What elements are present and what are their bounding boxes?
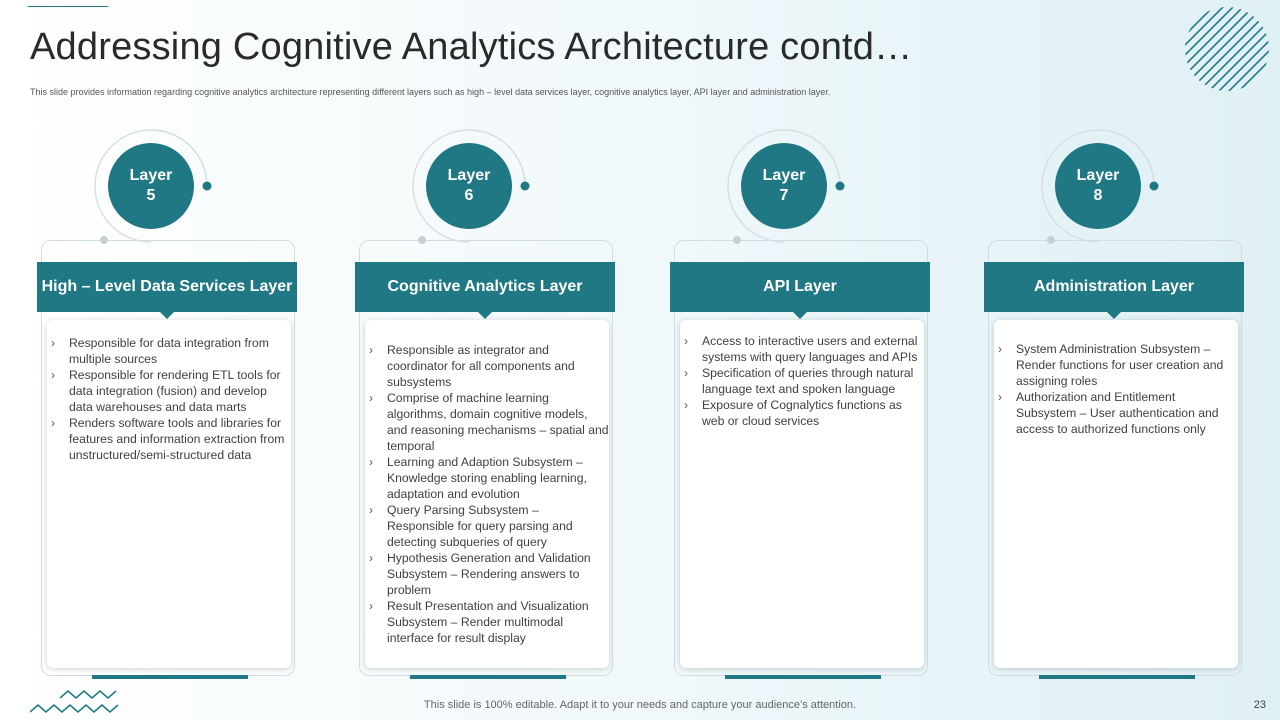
- connector-dot-icon: [99, 235, 109, 245]
- top-accent-rule: [28, 0, 108, 7]
- bullet-item: › Query Parsing Subsystem – Responsible for query parsing and detecting subqueries of query: [365, 502, 609, 550]
- card-bottom-bar: [410, 675, 566, 679]
- layer-label: Layer: [762, 167, 806, 184]
- layer-heading: Administration Layer: [984, 262, 1244, 312]
- layer-label: Layer: [1076, 167, 1120, 184]
- bullet-item: › Responsible for rendering ETL tools for data integration (fusion) and develop data warehouses and data marts: [47, 367, 291, 415]
- layer-badge: [108, 143, 194, 229]
- layer-heading: API Layer: [670, 262, 930, 312]
- layer-heading: Cognitive Analytics Layer: [355, 262, 615, 312]
- layer-number: 7: [779, 187, 789, 204]
- hatched-circle-icon: [1184, 6, 1270, 92]
- bullet-item: › Result Presentation and Visualization Subsystem – Render multimodal interface for result display: [365, 598, 609, 646]
- layer-badge: [1055, 143, 1141, 229]
- bullet-item: › Specification of queries through natural language text and spoken language: [680, 365, 924, 397]
- layer-number: 5: [146, 187, 156, 204]
- card-bottom-bar: [1039, 675, 1195, 679]
- bullet-item: › Responsible for data integration from multiple sources: [47, 335, 291, 367]
- page-number: 23: [1253, 699, 1266, 711]
- card-bottom-bar: [725, 675, 881, 679]
- bullet-list: [680, 333, 924, 429]
- layer-number: 8: [1093, 187, 1103, 204]
- bullet-item: › Learning and Adaption Subsystem – Knowledge storing enabling learning, adaptation and evolution: [365, 454, 609, 502]
- layer-8-column: [984, 120, 1254, 690]
- layer-label: Layer: [129, 167, 173, 184]
- bullet-item: › Comprise of machine learning algorithms, domain cognitive models, and reasoning mechanisms – spatial and temporal: [365, 390, 609, 454]
- slide-title: Addressing Cognitive Analytics Architecture contd…: [30, 26, 913, 68]
- layer-7-column: [670, 120, 940, 690]
- layer-card: [47, 320, 291, 668]
- bullet-item: › Responsible as integrator and coordinator for all components and subsystems: [365, 342, 609, 390]
- layer-card: [680, 320, 924, 668]
- bullet-item: › Access to interactive users and external systems with query languages and APIs: [680, 333, 924, 365]
- layer-number: 6: [464, 187, 474, 204]
- bullet-list: [994, 341, 1238, 437]
- connector-dot-icon: [1046, 235, 1056, 245]
- layer-card: [994, 320, 1238, 668]
- card-bottom-bar: [92, 675, 248, 679]
- layer-label: Layer: [447, 167, 491, 184]
- bullet-list: [47, 335, 291, 463]
- layer-badge: [741, 143, 827, 229]
- slide-subtitle: This slide provides information regarding cognitive analytics architecture representing different layers such as high – level data services layer, cognitive analytics layer, API layer and administration layer.: [30, 87, 831, 97]
- bullet-item: › Renders software tools and libraries for features and information extraction from unstructured/semi-structured data: [47, 415, 291, 463]
- layer-card: [365, 320, 609, 668]
- bullet-item: › Hypothesis Generation and Validation Subsystem – Rendering answers to problem: [365, 550, 609, 598]
- bullet-item: › Authorization and Entitlement Subsystem – User authentication and access to authorized functions only: [994, 389, 1238, 437]
- layer-6-column: [355, 120, 625, 690]
- layer-heading: High – Level Data Services Layer: [37, 262, 297, 312]
- bullet-list: [365, 342, 609, 646]
- layer-badge: [426, 143, 512, 229]
- bullet-item: › System Administration Subsystem – Render functions for user creation and assigning roles: [994, 341, 1238, 389]
- connector-dot-icon: [732, 235, 742, 245]
- bullet-item: › Exposure of Cognalytics functions as web or cloud services: [680, 397, 924, 429]
- connector-dot-icon: [417, 235, 427, 245]
- layer-5-column: [37, 120, 307, 690]
- footer-note: This slide is 100% editable. Adapt it to your needs and capture your audience’s attention.: [423, 699, 857, 711]
